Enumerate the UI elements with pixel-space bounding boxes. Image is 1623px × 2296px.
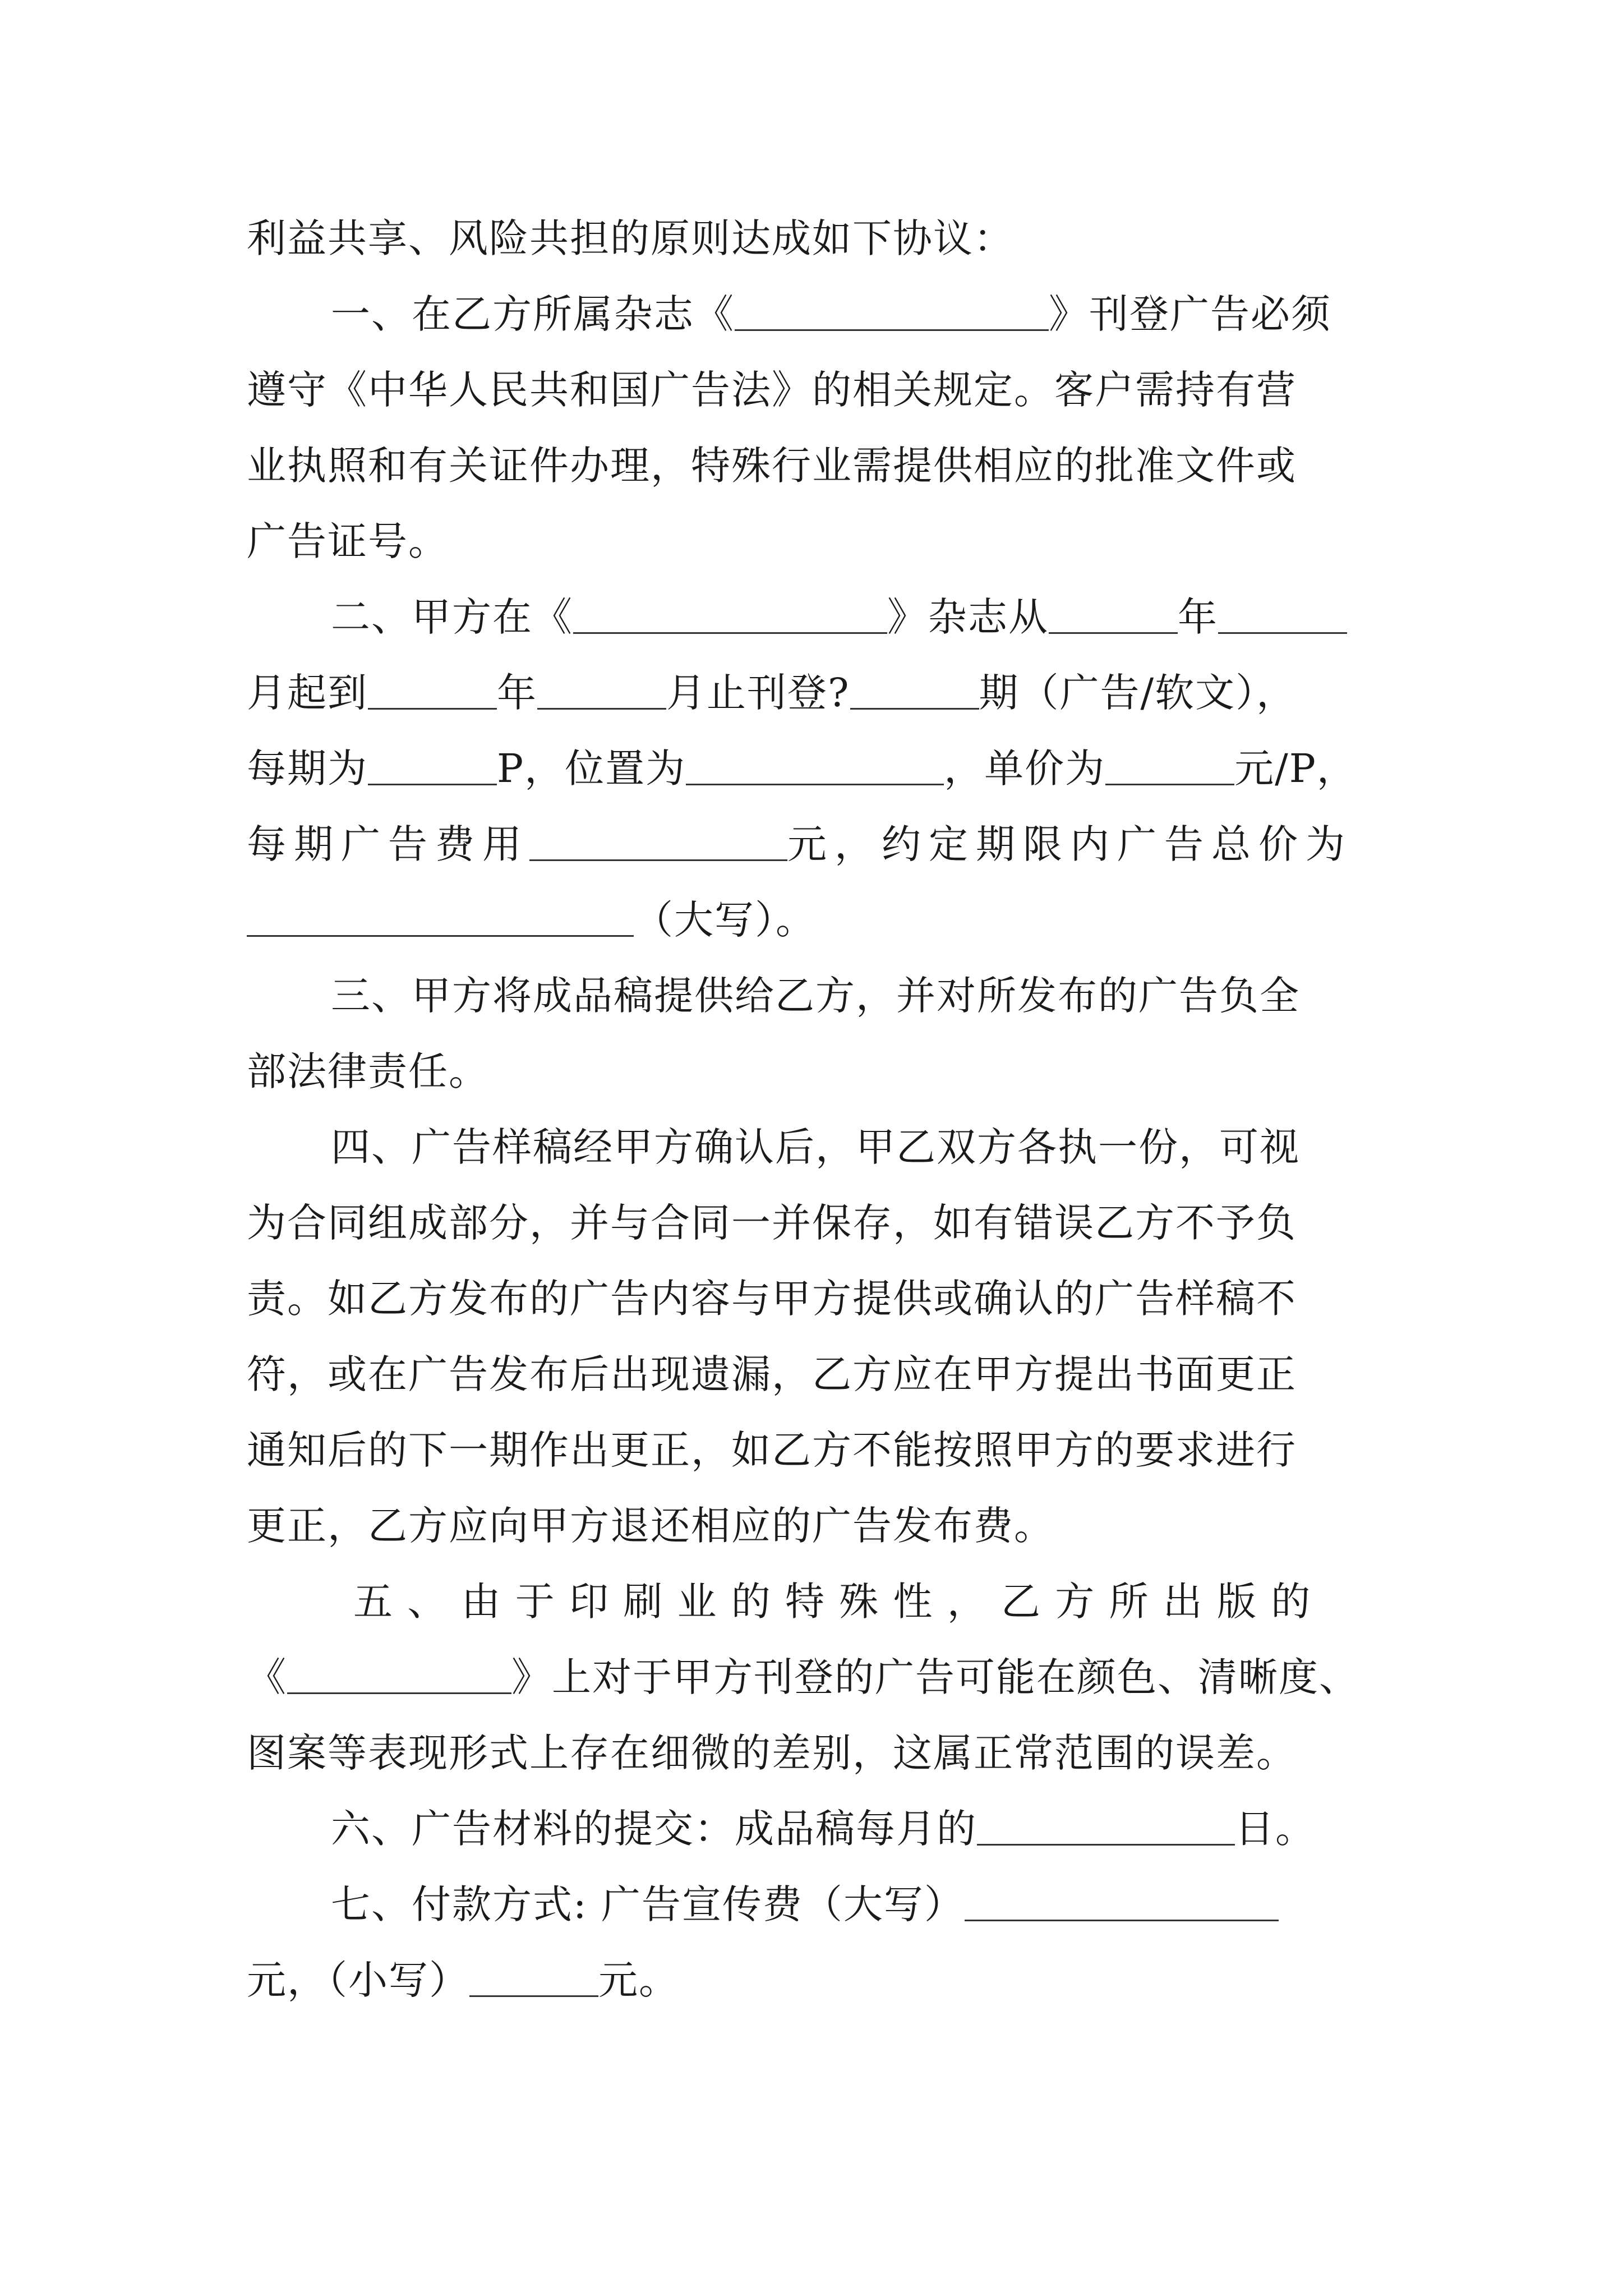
issue-count-blank[interactable] xyxy=(850,669,979,710)
text-line xyxy=(247,359,1380,421)
pages-per-issue-blank[interactable] xyxy=(368,744,497,785)
issue-fee-blank[interactable] xyxy=(529,820,787,861)
text-segment: 期（广告/软文）， xyxy=(979,670,1297,716)
clause-five-line xyxy=(247,1571,1380,1632)
text-segment: 三、甲方将成品稿提供给乙方，并对所发布的广告负全 xyxy=(331,973,1300,1019)
text-segment: 四、广告样稿经甲方确认后，甲乙双方各执一份，可视 xyxy=(331,1124,1300,1170)
text-segment: 图案等表现形式上存在细微的差别，这属正常范围的误差。 xyxy=(247,1730,1297,1776)
text-line xyxy=(247,738,1380,799)
text-line xyxy=(247,889,1380,951)
text-line xyxy=(247,1419,1380,1481)
submission-day-blank[interactable] xyxy=(977,1805,1235,1846)
text-segment: 》上对于甲方刊登的广告可能在颜色、清晰度、 xyxy=(511,1654,1359,1700)
text-segment: 年 xyxy=(497,670,537,716)
text-segment: 二、甲方在《 xyxy=(331,594,573,640)
text-segment: 元，（小写） xyxy=(247,1957,469,2003)
text-segment: 元。 xyxy=(598,1957,679,2003)
text-segment: 日。 xyxy=(1235,1806,1316,1852)
text-segment: 《 xyxy=(247,1654,287,1700)
text-line xyxy=(247,1192,1380,1254)
text-segment: 业执照和有关证件办理，特殊行业需提供相应的批准文件或 xyxy=(247,443,1297,489)
text-segment: 七、付款方式: 广告宣传费（大写） xyxy=(331,1881,965,1927)
end-month-blank[interactable] xyxy=(537,669,666,710)
text-segment: （大写）。 xyxy=(634,897,816,943)
text-segment: P，位置为 xyxy=(497,746,686,792)
text-segment: 五 、 由 于 印 刷 业 的 特 殊 性 ， 乙 方 所 出 版 的 xyxy=(353,1579,1312,1625)
clause-six-line xyxy=(247,1798,1380,1860)
text-segment: 广告证号。 xyxy=(247,518,449,564)
clause-three-line xyxy=(247,965,1380,1027)
magazine-name-blank[interactable] xyxy=(573,593,887,634)
text-segment: ，单价为 xyxy=(944,746,1106,792)
text-line xyxy=(247,1722,1380,1784)
text-line xyxy=(247,662,1380,724)
position-blank[interactable] xyxy=(686,744,944,785)
total-price-blank[interactable] xyxy=(247,896,634,937)
text-segment: 为合同组成部分，并与合同一并保存，如有错误乙方不予负 xyxy=(247,1200,1297,1246)
text-segment: 》刊登广告必须 xyxy=(1049,291,1331,337)
text-line xyxy=(247,510,1380,572)
publication-name-blank[interactable] xyxy=(287,1653,511,1694)
text-line xyxy=(247,1268,1380,1329)
text-line xyxy=(247,1495,1380,1557)
text-segment: 六、广告材料的提交：成品稿每月的 xyxy=(331,1806,977,1852)
unit-price-blank[interactable] xyxy=(1105,744,1234,785)
clause-one-line xyxy=(247,283,1380,345)
text-segment: 年 xyxy=(1178,594,1218,640)
text-segment: 更正，乙方应向甲方退还相应的广告发布费。 xyxy=(247,1503,1054,1549)
text-segment: 部法律责任。 xyxy=(247,1048,489,1094)
magazine-name-blank[interactable] xyxy=(735,290,1049,331)
fee-lowercase-blank[interactable] xyxy=(469,1956,598,1997)
text-line xyxy=(247,1949,1380,2011)
text-line xyxy=(247,208,1380,269)
text-segment: 一、在乙方所属杂志《 xyxy=(331,291,735,337)
text-line xyxy=(247,1041,1380,1102)
clause-seven-line xyxy=(247,1874,1380,1935)
text-segment: 月起到 xyxy=(247,670,368,716)
text-segment: 利益共享、风险共担的原则达成如下协议： xyxy=(247,215,1014,261)
end-year-blank[interactable] xyxy=(368,669,497,710)
text-line xyxy=(247,435,1380,496)
text-segment: 每期广告费用 xyxy=(247,821,529,867)
text-line xyxy=(247,813,1380,875)
text-segment: 每期为 xyxy=(247,746,368,792)
text-segment: 元/P， xyxy=(1234,746,1357,792)
text-segment: 月止刊登? xyxy=(666,670,850,716)
text-segment: 遵守《中华人民共和国广告法》的相关规定。客户需持有营 xyxy=(247,367,1297,413)
start-month-blank[interactable] xyxy=(1218,593,1347,634)
text-line xyxy=(247,1646,1380,1708)
text-segment: 》杂志从 xyxy=(887,594,1049,640)
fee-uppercase-blank[interactable] xyxy=(965,1880,1279,1921)
clause-two-line xyxy=(247,586,1380,648)
start-year-blank[interactable] xyxy=(1049,593,1178,634)
text-segment: 元，约定期限内广告总价为 xyxy=(787,821,1353,867)
clause-four-line xyxy=(247,1116,1380,1178)
text-segment: 符，或在广告发布后出现遗漏，乙方应在甲方提出书面更正 xyxy=(247,1351,1297,1397)
text-segment: 通知后的下一期作出更正，如乙方不能按照甲方的要求进行 xyxy=(247,1427,1297,1473)
text-segment: 责。如乙方发布的广告内容与甲方提供或确认的广告样稿不 xyxy=(247,1276,1297,1322)
text-line xyxy=(247,1343,1380,1405)
